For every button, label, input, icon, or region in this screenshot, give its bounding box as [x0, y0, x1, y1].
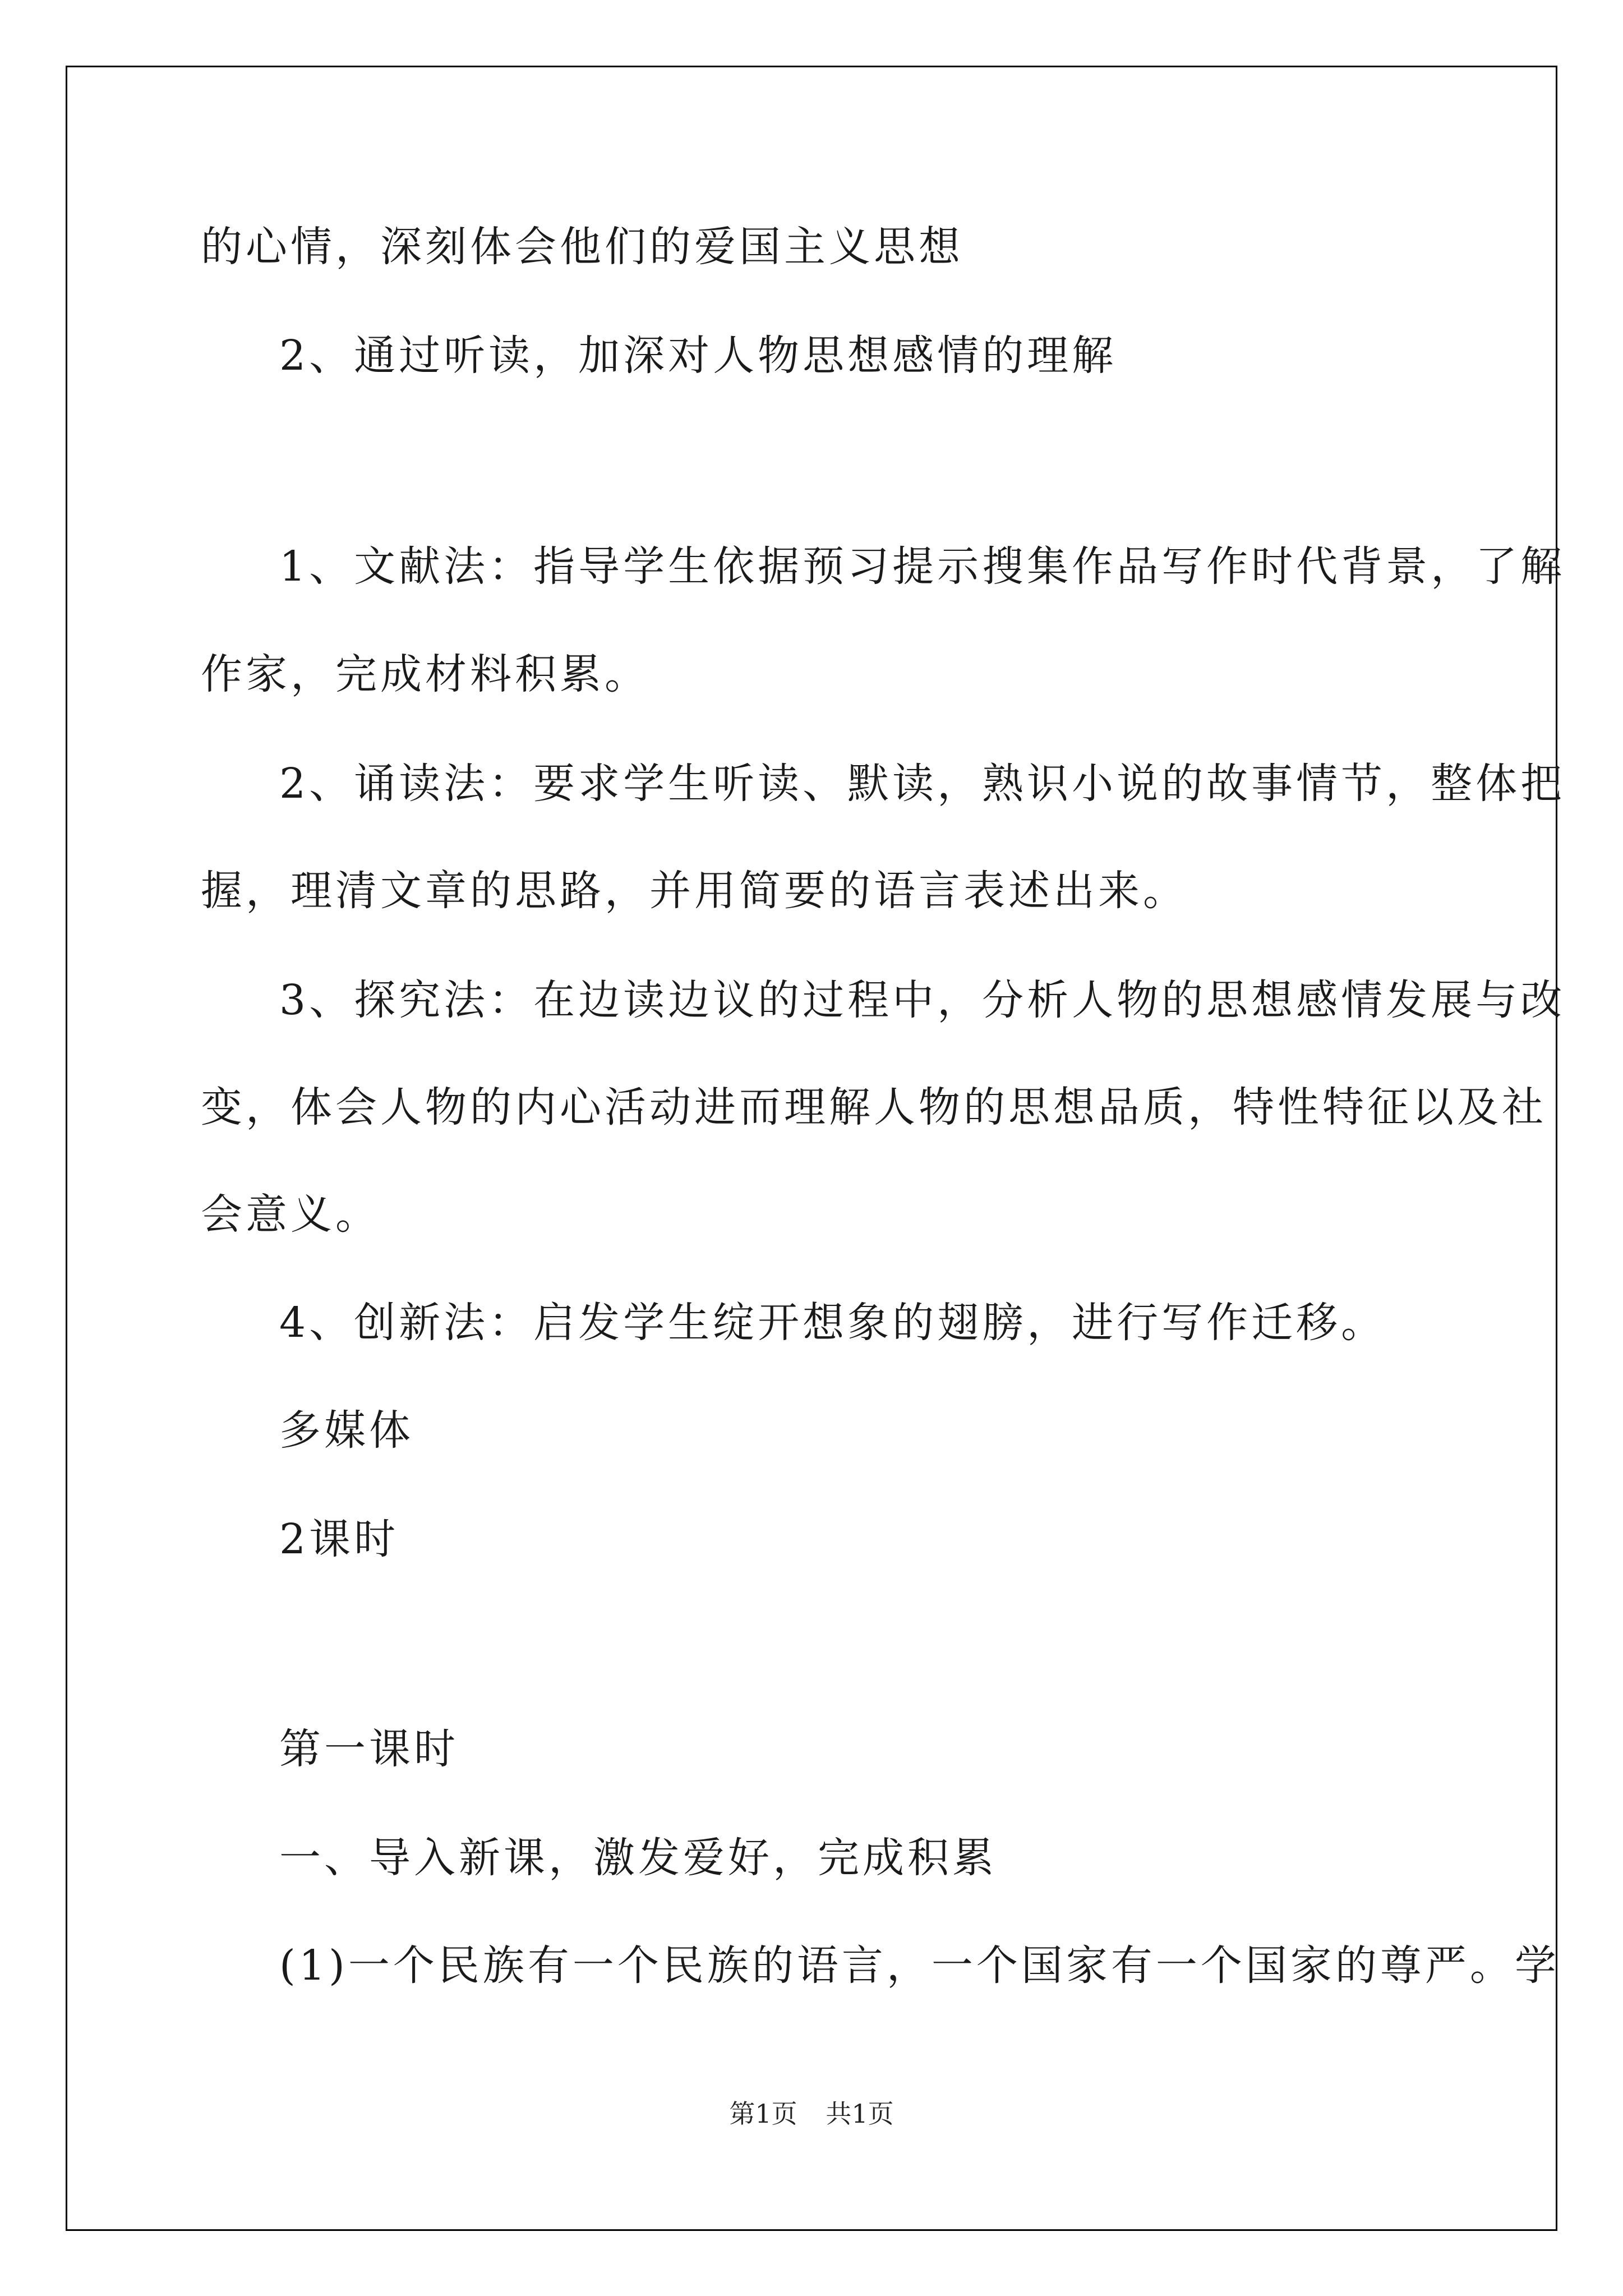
text-line: 3、探究法：在边读边议的过程中，分析人物的思想感情发展与改 — [279, 976, 1566, 1024]
page-border — [66, 66, 1557, 2231]
text-line: 第一课时 — [279, 1725, 459, 1773]
text-line: 4、创新法：启发学生绽开想象的翅膀，进行写作迁移。 — [279, 1299, 1386, 1347]
page-number: 第1页 — [729, 2099, 797, 2129]
text-line: 一、导入新课，激发爱好，完成积累 — [279, 1834, 997, 1882]
text-line: 的心情，深刻体会他们的爱国主义思想 — [201, 223, 963, 271]
text-line: 2、通过听读，加深对人物思想感情的理解 — [279, 332, 1117, 380]
text-line: 握，理清文章的思路，并用简要的语言表述出来。 — [201, 867, 1188, 915]
text-line: (1)一个民族有一个民族的语言，一个国家有一个国家的尊严。学 — [279, 1941, 1560, 1990]
text-line: 会意义。 — [201, 1190, 380, 1239]
text-line: 1、文献法：指导学生依据预习提示搜集作品写作时代背景，了解 — [279, 542, 1566, 591]
text-line: 变，体会人物的内心活动进而理解人物的思想品质，特性特征以及社 — [201, 1083, 1547, 1131]
text-line: 2课时 — [279, 1515, 399, 1563]
text-line: 多媒体 — [279, 1406, 414, 1455]
text-line: 2、诵读法：要求学生听读、默读，熟识小说的故事情节，整体把 — [279, 760, 1566, 808]
page-total: 共1页 — [826, 2099, 894, 2129]
text-line: 作家，完成材料积累。 — [201, 650, 649, 698]
page-footer — [0, 2097, 1623, 2131]
